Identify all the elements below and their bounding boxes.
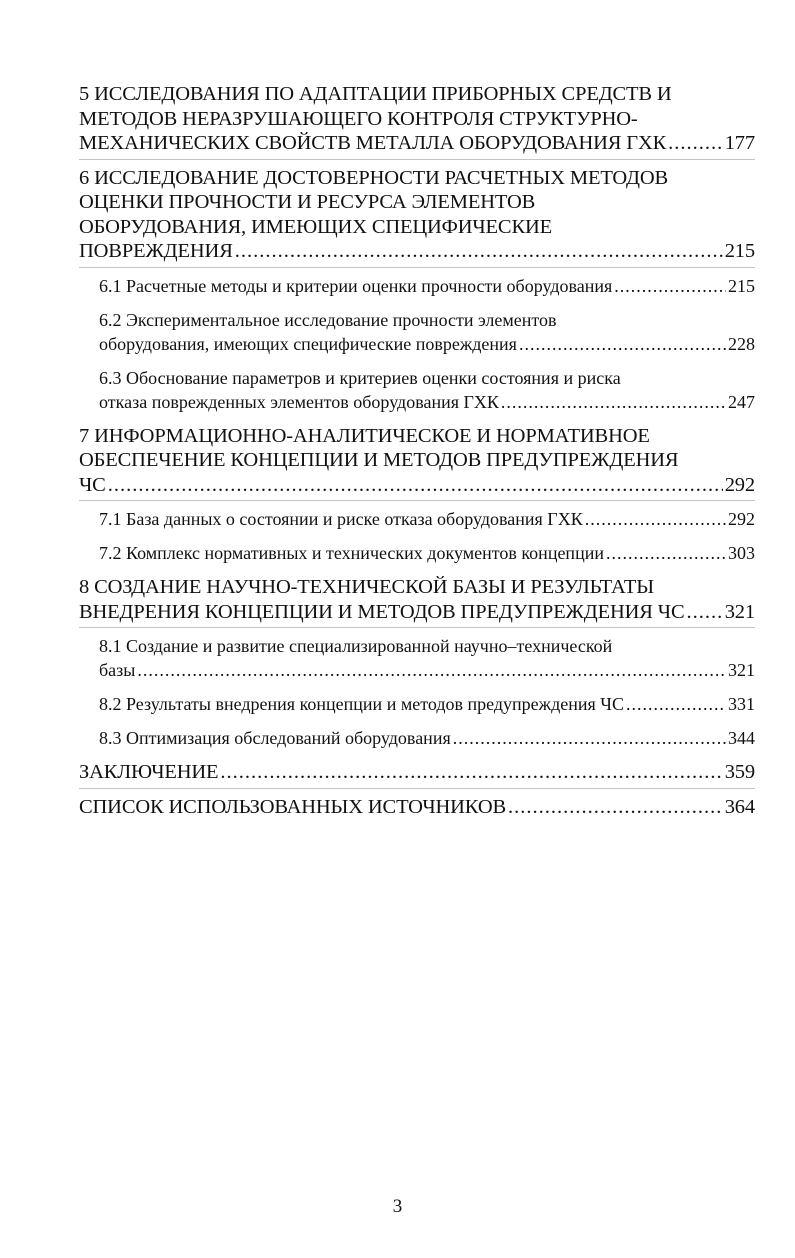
toc-entry-last-line: [99, 507, 755, 531]
toc-entry-title-line: ОЦЕНКИ ПРОЧНОСТИ И РЕСУРСА ЭЛЕМЕНТОВ: [79, 191, 536, 213]
toc-entry-title-line: оборудования, имеющих специфические повреждения: [99, 333, 517, 354]
toc-entry-last-line: [79, 600, 755, 625]
toc-entry-title-line: СПИСОК ИСПОЛЬЗОВАННЫХ ИСТОЧНИКОВ: [79, 795, 506, 818]
toc-page-number: 364: [724, 795, 755, 818]
toc-section-entry[interactable]: [79, 726, 755, 750]
toc-entry-title-line: 8.1 Создание и развитие специализированной научно–технической: [99, 636, 613, 656]
toc-page-number: 303: [728, 543, 755, 563]
toc-section-entry[interactable]: [79, 692, 755, 716]
toc-entry-title-line: 8.3 Оптимизация обследований оборудования: [99, 728, 451, 748]
toc-entry-last-line: [99, 692, 755, 716]
toc-dot-leader: [220, 760, 722, 785]
toc-chapter-entry[interactable]: [79, 166, 755, 268]
toc-entry-title-line: 6.3 Обоснование параметров и критериев оценки состояния и риска: [99, 367, 621, 388]
toc-entry-title-line: 8.2 Результаты внедрения концепции и методов предупреждения ЧС: [99, 694, 624, 714]
toc-entry-last-line: [79, 795, 755, 820]
toc-section-entry[interactable]: [79, 274, 755, 298]
toc-entry-title-line: МЕХАНИЧЕСКИХ СВОЙСТВ МЕТАЛЛА ОБОРУДОВАНИЯ ГХК: [79, 132, 667, 154]
toc-dot-leader: [108, 473, 723, 498]
toc-entry-last-line: [79, 473, 755, 498]
toc-entry-last-line: [79, 131, 755, 156]
toc-page-number: 215: [728, 275, 755, 296]
toc-page-number: 331: [728, 694, 755, 714]
toc-entry-title-line: 6.2 Экспериментальное исследование прочности элементов: [99, 309, 557, 330]
toc-section-entry[interactable]: [79, 634, 755, 682]
toc-entry-title-line: 8 СОЗДАНИЕ НАУЧНО-ТЕХНИЧЕСКОЙ БАЗЫ И РЕЗУЛЬТАТЫ: [79, 576, 654, 598]
toc-dot-leader: [508, 795, 723, 820]
toc-section-entry[interactable]: [79, 541, 755, 565]
toc-page-number: 359: [724, 761, 755, 783]
toc-chapter-entry[interactable]: [79, 760, 755, 789]
toc-page-number: 292: [728, 509, 755, 529]
toc-entry-title-line: 7.1 База данных о состоянии и риске отказа оборудования ГХК: [99, 509, 583, 529]
toc-entry-title-line: 7.2 Комплекс нормативных и технических документов концепции: [99, 543, 604, 563]
toc-entry-last-line: [99, 726, 755, 750]
toc-entry-last-line: [99, 658, 755, 682]
toc-entry-title-line: ОБОРУДОВАНИЯ, ИМЕЮЩИХ СПЕЦИФИЧЕСКИЕ: [79, 215, 552, 238]
toc-chapter-entry[interactable]: [79, 795, 755, 823]
toc-entry-last-line: [99, 274, 755, 298]
toc-section-entry[interactable]: [79, 308, 755, 356]
toc-entry-title-line: ОБЕСПЕЧЕНИЕ КОНЦЕПЦИИ И МЕТОДОВ ПРЕДУПРЕЖДЕНИЯ: [79, 449, 679, 471]
toc-entry-last-line: [99, 541, 755, 565]
toc-entry-title-line: ЗАКЛЮЧЕНИЕ: [79, 761, 219, 783]
toc-dot-leader: [235, 239, 723, 264]
toc-entry-title-line: ПОВРЕЖДЕНИЯ: [79, 240, 233, 262]
toc-chapter-entry[interactable]: [79, 82, 755, 160]
toc-section-entry[interactable]: [79, 366, 755, 414]
toc-entry-last-line: [99, 390, 755, 414]
page-number: 3: [392, 1196, 403, 1217]
toc-page-number: 344: [728, 728, 755, 748]
toc-page-number: 228: [728, 333, 755, 354]
toc-chapter-entry[interactable]: [79, 424, 755, 502]
toc-entry-title-line: МЕТОДОВ НЕРАЗРУШАЮЩЕГО КОНТРОЛЯ СТРУКТУРНО-: [79, 107, 638, 130]
toc-entry-title-line: 6.1 Расчетные методы и критерии оценки прочности оборудования: [99, 275, 613, 296]
toc-entry-last-line: [79, 760, 755, 785]
toc-page-number: 292: [724, 473, 755, 496]
toc-entry-title-line: 7 ИНФОРМАЦИОННО-АНАЛИТИЧЕСКОЕ И НОРМАТИВНОЕ: [79, 424, 650, 447]
toc-dot-leader: [519, 332, 726, 356]
toc-entry-title-line: 5 ИССЛЕДОВАНИЯ ПО АДАПТАЦИИ ПРИБОРНЫХ СРЕДСТВ И: [79, 83, 672, 105]
toc-page-number: 247: [728, 391, 755, 412]
toc-dot-leader: [585, 507, 726, 531]
toc-entry-title-line: ЧС: [79, 473, 106, 496]
toc-entry-last-line: [79, 239, 755, 264]
toc-entry-last-line: [99, 332, 755, 356]
toc-dot-leader: [137, 658, 726, 682]
toc-entry-title-line: 6 ИССЛЕДОВАНИЕ ДОСТОВЕРНОСТИ РАСЧЕТНЫХ МЕТОДОВ: [79, 166, 669, 189]
table-of-contents: [79, 82, 755, 828]
toc-dot-leader: [687, 600, 723, 625]
toc-dot-leader: [453, 726, 726, 750]
toc-dot-leader: [668, 131, 723, 156]
toc-entry-title-line: базы: [99, 660, 136, 680]
toc-page-number: 177: [724, 132, 755, 154]
toc-dot-leader: [606, 541, 726, 565]
toc-dot-leader: [614, 274, 726, 298]
toc-page-number: 215: [724, 240, 755, 262]
toc-entry-title-line: отказа поврежденных элементов оборудования ГХК: [99, 391, 499, 412]
toc-chapter-entry[interactable]: [79, 575, 755, 628]
toc-entry-title-line: ВНЕДРЕНИЯ КОНЦЕПЦИИ И МЕТОДОВ ПРЕДУПРЕЖДЕНИЯ ЧС: [79, 600, 685, 623]
toc-dot-leader: [501, 390, 726, 414]
toc-dot-leader: [626, 692, 726, 716]
toc-section-entry[interactable]: [79, 507, 755, 531]
toc-page-number: 321: [728, 660, 755, 680]
toc-page-number: 321: [724, 600, 755, 623]
